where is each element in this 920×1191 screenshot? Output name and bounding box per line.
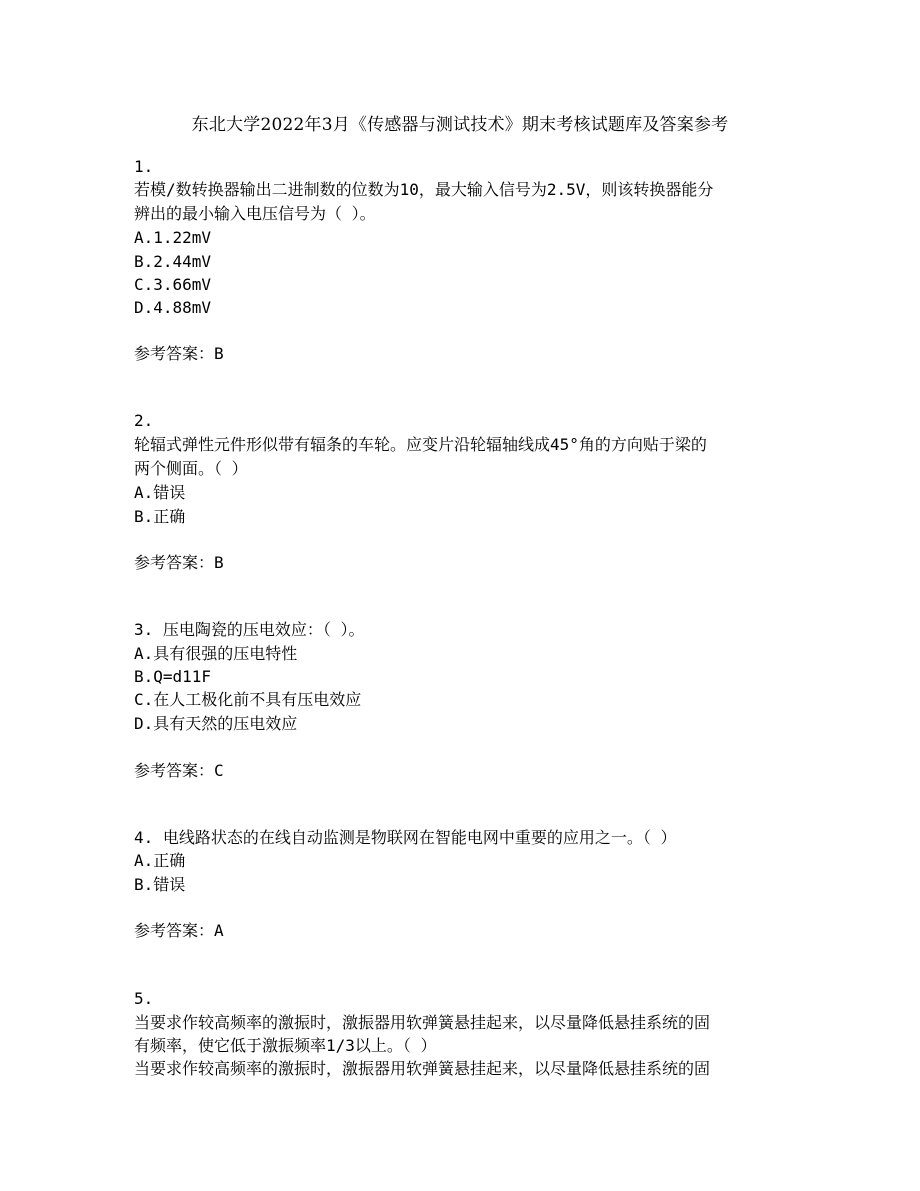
question-5-stem-line-1: 当要求作较高频率的激振时，激振器用软弹簧悬挂起来，以尽量降低悬挂系统的固 — [134, 1013, 711, 1032]
question-1-option-b: B.2.44mV — [134, 252, 212, 271]
question-4-option-a: A.正确 — [134, 851, 186, 870]
question-4-option-b: B.错误 — [134, 875, 186, 894]
question-2-stem-line-2: 两个侧面。（ ） — [134, 459, 248, 478]
question-1-option-a: A.1.22mV — [134, 228, 212, 247]
question-2-stem-line-1: 轮辐式弹性元件形似带有辐条的车轮。应变片沿轮辐轴线成45°角的方向贴于梁的 — [134, 435, 707, 454]
question-4-answer: 参考答案：A — [134, 921, 224, 940]
question-3-answer: 参考答案：C — [134, 761, 224, 780]
question-1-option-d: D.4.88mV — [134, 298, 212, 317]
question-3-option-d: D.具有天然的压电效应 — [134, 714, 298, 733]
question-5-number: 5. — [134, 989, 154, 1008]
question-5-stem-line-3: 当要求作较高频率的激振时，激振器用软弹簧悬挂起来，以尽量降低悬挂系统的固 — [134, 1059, 711, 1078]
question-1-stem-line-1: 若模/数转换器输出二进制数的位数为10，最大输入信号为2.5V，则该转换器能分 — [134, 180, 714, 199]
question-3-option-a: A.具有很强的压电特性 — [134, 644, 298, 663]
question-2-option-b: B.正确 — [134, 507, 186, 526]
question-1-answer: 参考答案：B — [134, 344, 224, 363]
question-3-stem: 3. 压电陶瓷的压电效应：（ ）。 — [134, 620, 365, 639]
question-5-stem-line-2: 有频率，使它低于激振频率1/3以上。（ ） — [134, 1036, 437, 1055]
question-3-option-c: C.在人工极化前不具有压电效应 — [134, 690, 362, 709]
question-2-answer: 参考答案：B — [134, 553, 224, 572]
question-1-number: 1. — [134, 157, 154, 176]
question-2-number: 2. — [134, 411, 154, 430]
question-1-stem-line-2: 辨出的最小输入电压信号为（ ）。 — [134, 204, 376, 223]
question-4-stem: 4. 电线路状态的在线自动监测是物联网在智能电网中重要的应用之一。（ ） — [134, 828, 677, 847]
question-2-option-a: A.错误 — [134, 483, 186, 502]
document-title: 东北大学2022年3月《传感器与测试技术》期末考核试题库及答案参考 — [191, 115, 729, 135]
question-1-option-c: C.3.66mV — [134, 275, 212, 294]
question-3-option-b: B.Q=d11F — [134, 667, 212, 686]
